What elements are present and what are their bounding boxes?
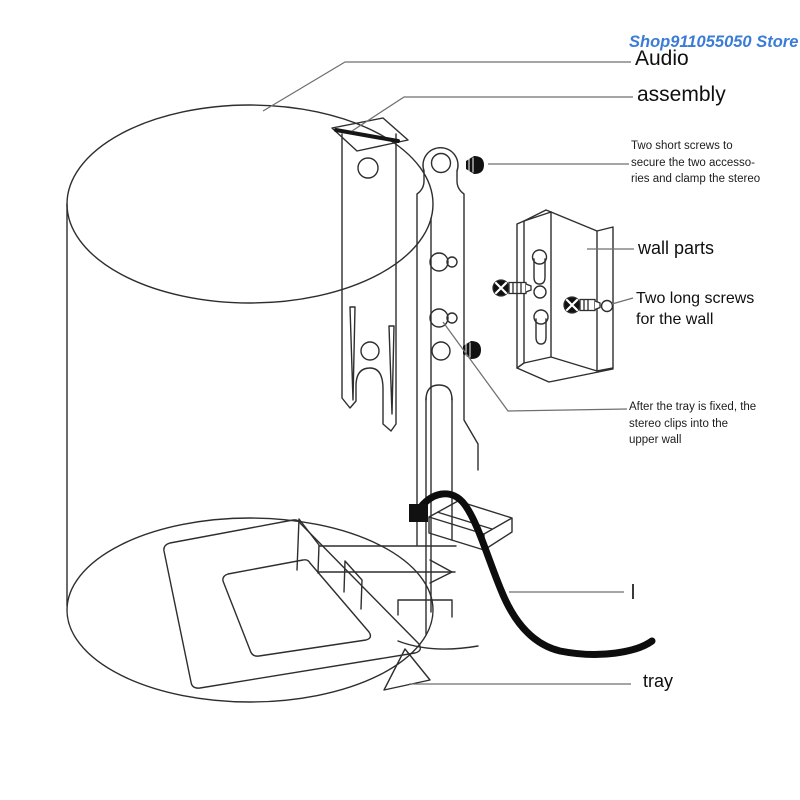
label-audio: Audio [635, 47, 689, 70]
mount-bracket-clip [332, 118, 408, 431]
cable-connector [409, 504, 428, 522]
label-tray: tray [643, 671, 674, 691]
power-cable [409, 494, 652, 655]
note-short-screws [631, 138, 760, 188]
hanger-hole-1 [430, 253, 448, 271]
note-short-screws-line3: ries and clamp the stereo [631, 173, 761, 185]
mount-bracket-hanger [417, 148, 478, 634]
tray-front-tab-curve [398, 641, 478, 649]
leader-long-screws [612, 298, 633, 304]
note-tray-fixed-line3: upper wall [629, 434, 682, 446]
note-tray-fixed-line2: stereo clips into the [629, 417, 729, 430]
long-screw-left [493, 280, 531, 296]
label-long-screws-line1: Two long screws [636, 290, 755, 307]
hanger-hole-3 [432, 342, 450, 360]
short-screw-top [466, 156, 484, 174]
speaker-cylinder [67, 105, 433, 702]
tray-back-wall-fold-left [297, 519, 319, 573]
hanger-right-edge [457, 171, 478, 470]
wall-bracket-left-flange [517, 221, 524, 368]
clip-hole-top [358, 158, 378, 178]
note-tray-fixed-line1: After the tray is fixed, the [629, 401, 757, 413]
wall-screw-hole [602, 301, 613, 312]
wall-bracket-back-panel [551, 212, 597, 371]
long-screw-right-tip [595, 301, 600, 310]
hanger-ear-arc [423, 148, 458, 171]
label-long-screws [636, 288, 754, 330]
leader-assembly [352, 97, 633, 131]
clip-box-inner-edge [437, 512, 492, 529]
long-screw-left-tip [526, 284, 531, 292]
hanger-left-edge [417, 171, 424, 545]
cylinder-top-ellipse [67, 105, 433, 303]
tray-outer-ring [164, 520, 420, 688]
clip-wedge-left [350, 307, 355, 400]
clip-wedge-right [389, 326, 394, 414]
wall-bracket [517, 210, 613, 382]
hanger-ear-hole [432, 154, 451, 173]
clip-hole-bottom [361, 342, 379, 360]
clip-box-right [484, 518, 512, 550]
leader-audio [263, 62, 631, 111]
hanger-slot-top [426, 385, 452, 400]
leader-lines [263, 62, 634, 684]
wall-bracket-top-edge [524, 210, 551, 221]
store-name: Shop911055050 Store [629, 33, 799, 51]
note-short-screws-line2: secure the two accesso- [631, 156, 756, 169]
tray-inner-ring [223, 560, 371, 656]
short-screw-bottom [463, 341, 481, 359]
label-long-screws-line2: for the wall [636, 311, 714, 328]
note-tray-fixed [629, 399, 756, 449]
cable-curve [418, 494, 652, 655]
tray-back-wall-fold-right [344, 561, 362, 609]
label-assembly: assembly [637, 83, 726, 106]
note-short-screws-line1: Two short screws to [631, 140, 733, 152]
tray-front-tab-top [398, 600, 452, 617]
leader-tray-fixed [443, 322, 627, 411]
long-screw-right [564, 297, 600, 313]
label-wall-parts: wall parts [638, 238, 715, 258]
wall-center-hole [534, 286, 546, 298]
